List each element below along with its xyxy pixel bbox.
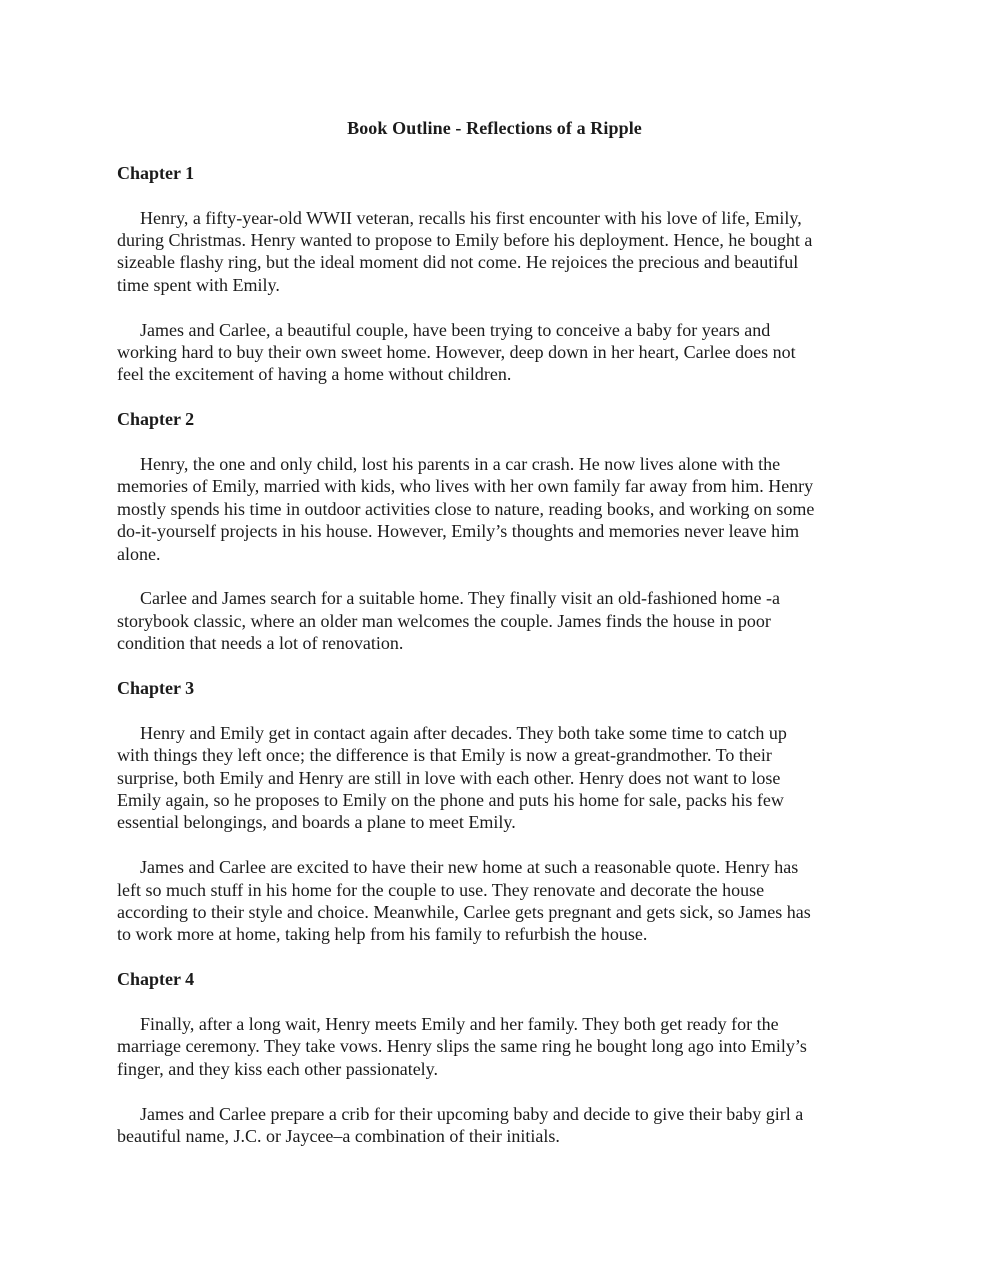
- paragraph-line: memories of Emily, married with kids, who lives with her own family far away from him. Henry: [117, 476, 814, 497]
- paragraph-line: marriage ceremony. They take vows. Henry slips the same ring he bought long ago into Emily’s: [117, 1036, 807, 1057]
- paragraph-line: Henry, a fifty-year-old WWII veteran, recalls his first encounter with his love of life, Emily,: [140, 207, 802, 228]
- paragraph: [117, 587, 872, 654]
- paragraph-line: to work more at home, taking help from his family to refurbish the house.: [117, 924, 648, 945]
- paragraph: [117, 207, 872, 297]
- paragraph-line: mostly spends his time in outdoor activities close to nature, reading books, and working on some: [117, 498, 815, 519]
- chapter-heading: Chapter 4: [117, 969, 195, 990]
- paragraph-line: Henry, the one and only child, lost his parents in a car crash. He now lives alone with the: [140, 454, 781, 475]
- document-title: Book Outline - Reflections of a Ripple: [347, 118, 642, 138]
- chapter-heading: Chapter 2: [117, 409, 195, 430]
- paragraph-line: feel the excitement of having a home without children.: [117, 364, 512, 385]
- paragraph: [117, 453, 872, 565]
- paragraph-line: finger, and they kiss each other passionately.: [117, 1058, 439, 1079]
- paragraph-line: James and Carlee, a beautiful couple, have been trying to conceive a baby for years and: [140, 319, 771, 340]
- paragraph-line: condition that needs a lot of renovation.: [117, 633, 404, 654]
- paragraph-line: alone.: [117, 543, 161, 564]
- paragraph-line: according to their style and choice. Meanwhile, Carlee gets pregnant and gets sick, so James has: [117, 902, 811, 923]
- paragraph-line: essential belongings, and boards a plane to meet Emily.: [117, 812, 516, 833]
- paragraph-line: James and Carlee prepare a crib for their upcoming baby and decide to give their baby girl a: [140, 1103, 804, 1124]
- paragraph-line: surprise, both Emily and Henry are still in love with each other. Henry does not want to lose: [117, 767, 781, 788]
- paragraph-line: left so much stuff in his home for the couple to use. They renovate and decorate the house: [117, 879, 765, 900]
- chapter-heading: Chapter 1: [117, 162, 195, 183]
- document-body: [117, 162, 872, 1148]
- paragraph-line: Carlee and James search for a suitable home. They finally visit an old-fashioned home -a: [140, 588, 780, 609]
- paragraph: [117, 856, 872, 946]
- paragraph: [117, 1103, 872, 1148]
- paragraph-line: beautiful name, J.C. or Jaycee–a combination of their initials.: [117, 1126, 560, 1147]
- paragraph-line: James and Carlee are excited to have their new home at such a reasonable quote. Henry has: [140, 857, 799, 878]
- paragraph-line: working hard to buy their own sweet home. However, deep down in her heart, Carlee does not: [117, 342, 796, 363]
- paragraph-line: with things they left once; the difference is that Emily is now a great-grandmother. To their: [117, 745, 772, 766]
- paragraph-line: do-it-yourself projects in his house. However, Emily’s thoughts and memories never leave him: [117, 521, 800, 542]
- paragraph: [117, 722, 872, 834]
- paragraph: [117, 319, 872, 386]
- chapter-heading: Chapter 3: [117, 678, 195, 699]
- paragraph-line: sizeable flashy ring, but the ideal moment did not come. He rejoices the precious and beautiful: [117, 252, 799, 273]
- paragraph-line: during Christmas. Henry wanted to propose to Emily before his deployment. Hence, he bought a: [117, 230, 813, 250]
- paragraph-line: time spent with Emily.: [117, 274, 280, 295]
- paragraph-line: Emily again, so he proposes to Emily on the phone and puts his home for sale, packs his few: [117, 790, 784, 811]
- paragraph: [117, 1013, 872, 1080]
- paragraph-line: Henry and Emily get in contact again after decades. They both take some time to catch up: [140, 722, 787, 743]
- paragraph-line: storybook classic, where an older man welcomes the couple. James finds the house in poor: [117, 610, 771, 631]
- paragraph-line: Finally, after a long wait, Henry meets Emily and her family. They both get ready for the: [140, 1014, 779, 1035]
